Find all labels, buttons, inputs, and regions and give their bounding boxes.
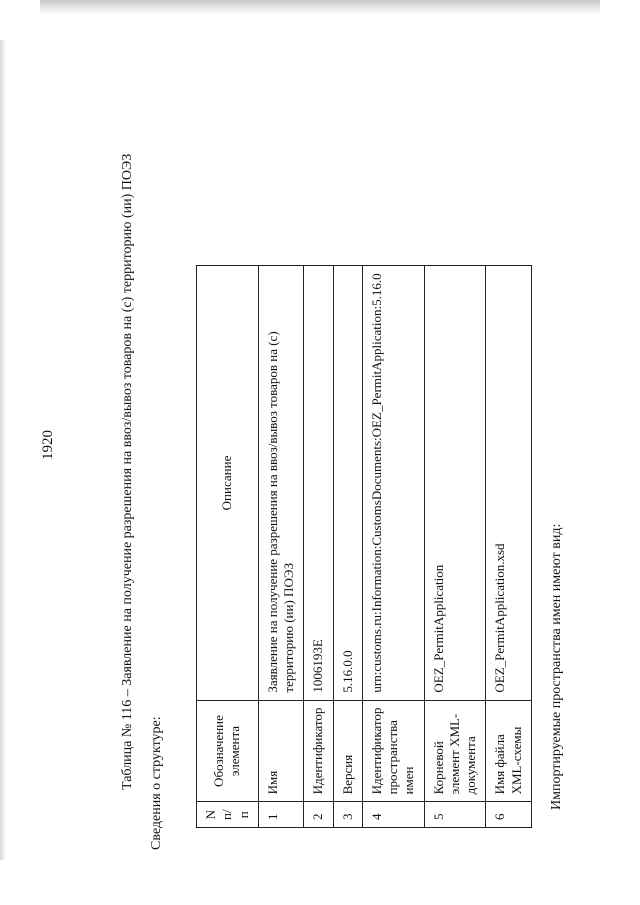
row-number: 2 [304, 802, 333, 828]
row-description: 1006193E [304, 266, 333, 700]
row-number: 6 [486, 802, 532, 828]
row-description: OEZ_PermitApplication.xsd [486, 266, 532, 700]
header-number: N п/п [197, 802, 259, 828]
row-number: 5 [424, 802, 486, 828]
row-name: Имя файла XML-схемы [486, 700, 532, 802]
page-number: 1920 [40, 430, 56, 460]
import-caption: Импортируемые пространства имен имеют вид: [549, 523, 564, 810]
structure-table [196, 265, 532, 828]
header-name: Обозначение элемента [197, 700, 259, 802]
table-row [333, 266, 362, 828]
structure-caption: Сведения о структуре: [149, 716, 164, 850]
row-number: 1 [258, 802, 304, 828]
table-row [486, 266, 532, 828]
header-description: Описание [197, 266, 259, 700]
table-row [258, 266, 304, 828]
row-description: 5.16.0.0 [333, 266, 362, 700]
table-row [424, 266, 486, 828]
row-name: Имя [258, 700, 304, 802]
row-name: Идентификатор [304, 700, 333, 802]
row-name: Идентификатор пространства имен [362, 700, 424, 802]
row-description: OEZ_PermitApplication [424, 266, 486, 700]
row-number: 4 [362, 802, 424, 828]
row-number: 3 [333, 802, 362, 828]
table-header-row [197, 266, 259, 828]
table-caption: Таблица № 116 – Заявление на получение разрешения на ввоз/вывоз товаров на (с) территорию (ии) ПОЭЗ [120, 153, 135, 790]
table-row [362, 266, 424, 828]
row-name: Корневой элемент XML-документа [424, 700, 486, 802]
row-description: Заявление на получение разрешения на ввоз/вывоз товаров на (с) территорию (ии) ПОЭЗ [258, 266, 304, 700]
table-row [304, 266, 333, 828]
row-description: urn:customs.ru:Information:CustomsDocuments:OEZ_PermitApplication:5.16.0 [362, 266, 424, 700]
row-name: Версия [333, 700, 362, 802]
